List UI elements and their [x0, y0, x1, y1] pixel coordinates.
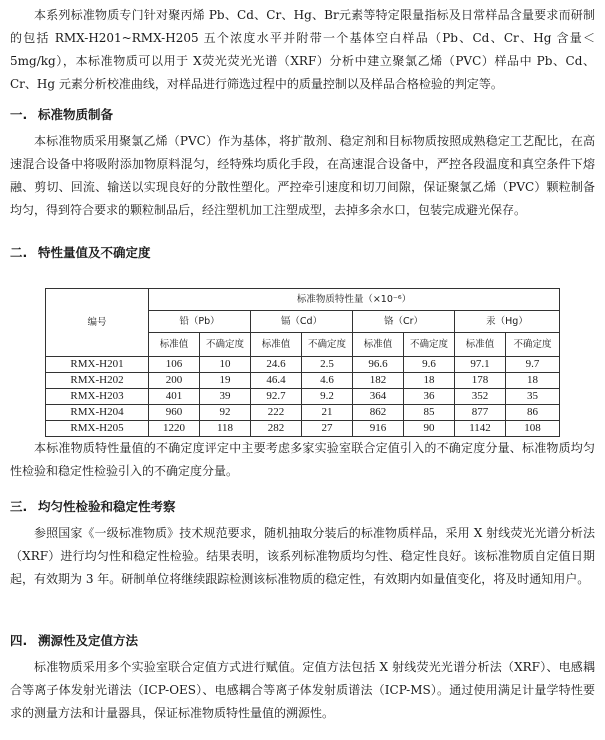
standard-value-cell: 352 [455, 389, 506, 405]
sub-header-value: 标准值 [455, 333, 506, 357]
uncertainty-cell: 18 [404, 373, 455, 389]
sub-header-uncertainty: 不确定度 [506, 333, 560, 357]
element-header-pb: 铅（Pb） [149, 311, 251, 333]
uncertainty-cell: 19 [200, 373, 251, 389]
section-3-paragraph: 参照国家《一级标准物质》技术规范要求，随机抽取分装后的标准物质样品，采用 X 射线荧光光谱分析法（XRF）进行均匀性和稳定性检验。结果表明，该系列标准物质均匀性、稳定性良好。该标准物质自定值日期起，有效期为 3 年。研制单位将继续跟踪检测该标准物质的稳定性，有效期内如量值变化，将及时通知用户。 [10, 526, 595, 586]
standard-value-cell: 364 [353, 389, 404, 405]
standard-value-cell: 106 [149, 357, 200, 373]
sub-header-value: 标准值 [353, 333, 404, 357]
table-row [46, 405, 560, 421]
uncertainty-cell: 35 [506, 389, 560, 405]
uncertainty-cell: 21 [302, 405, 353, 421]
uncertainty-cell: 4.6 [302, 373, 353, 389]
standard-value-cell: 916 [353, 421, 404, 437]
id-column-header: 编号 [46, 289, 149, 357]
row-id-cell: RMX-H202 [46, 373, 149, 389]
standard-value-cell: 46.4 [251, 373, 302, 389]
standard-value-cell: 182 [353, 373, 404, 389]
element-header-hg: 汞（Hg） [455, 311, 560, 333]
standard-value-cell: 1142 [455, 421, 506, 437]
standard-value-cell: 877 [455, 405, 506, 421]
section-heading-4 [10, 630, 595, 652]
section-number: 四. [10, 633, 28, 648]
element-header-cr: 铬（Cr） [353, 311, 455, 333]
uncertainty-cell: 27 [302, 421, 353, 437]
sub-header-value: 标准值 [149, 333, 200, 357]
group-header: 标准物质特性量（×10⁻⁶） [149, 289, 560, 311]
uncertainty-cell: 10 [200, 357, 251, 373]
uncertainty-cell: 2.5 [302, 357, 353, 373]
section-1-paragraph: 本标准物质采用聚氯乙烯（PVC）作为基体，将扩散剂、稳定剂和目标物质按照成熟稳定工艺配比，在高速混合设备中将吸附添加物原料混匀，经特殊均质化手段，在高速混合设备中，严控各段温度和真空条件下熔融、剪切、回流、输送以实现良好的分散性塑化。严控牵引速度和切刀间隙，保证聚氯乙烯（PVC）颗粒制备均匀，得到符合要求的颗粒制品后，经注塑机加工注塑成型，去掉多余水口，包装完成避光保存。 [10, 134, 595, 217]
standard-value-cell: 97.1 [455, 357, 506, 373]
uncertainty-cell: 18 [506, 373, 560, 389]
uncertainty-cell: 9.6 [404, 357, 455, 373]
element-header-cd: 镉（Cd） [251, 311, 353, 333]
standard-value-cell: 282 [251, 421, 302, 437]
section-number: 三. [10, 499, 28, 514]
standard-value-cell: 960 [149, 405, 200, 421]
standard-value-cell: 96.6 [353, 357, 404, 373]
uncertainty-cell: 9.2 [302, 389, 353, 405]
uncertainty-cell: 36 [404, 389, 455, 405]
uncertainty-cell: 9.7 [506, 357, 560, 373]
table-body [46, 357, 560, 437]
row-id-cell: RMX-H204 [46, 405, 149, 421]
sub-header-uncertainty: 不确定度 [302, 333, 353, 357]
standard-value-cell: 222 [251, 405, 302, 421]
row-id-cell: RMX-H205 [46, 421, 149, 437]
section-number: 一. [10, 107, 28, 122]
standard-value-cell: 92.7 [251, 389, 302, 405]
uncertainty-cell: 85 [404, 405, 455, 421]
sub-header-value: 标准值 [251, 333, 302, 357]
table-row [46, 373, 560, 389]
section-title: 特性量值及不确定度 [38, 245, 151, 260]
section-4-paragraph: 标准物质采用多个实验室联合定值方式进行赋值。定值方法包括 X 射线荧光光谱分析法（XRF）、电感耦合等离子体发射光谱法（ICP-OES）、电感耦合等离子体发射质谱法（ICP-MS）。通过使用满足计量学特性要求的测量方法和计量器具，保证标准物质特性量值的溯源性。 [10, 660, 595, 720]
section-heading-3 [10, 496, 595, 518]
section-heading-1 [10, 104, 595, 126]
standard-value-cell: 862 [353, 405, 404, 421]
standard-value-cell: 24.6 [251, 357, 302, 373]
section-title: 标准物质制备 [38, 107, 114, 122]
standard-value-cell: 1220 [149, 421, 200, 437]
section-title: 溯源性及定值方法 [38, 633, 139, 648]
table-row [46, 389, 560, 405]
table-row [46, 421, 560, 437]
section-heading-2 [10, 242, 595, 264]
section-2-paragraph: 本标准物质特性量值的不确定度评定中主要考虑多家实验室联合定值引入的不确定度分量、标准物质均匀性检验和稳定性检验引入的不确定度分量。 [10, 441, 595, 478]
section-number: 二. [10, 245, 28, 260]
uncertainty-cell: 118 [200, 421, 251, 437]
uncertainty-cell: 86 [506, 405, 560, 421]
uncertainty-cell: 108 [506, 421, 560, 437]
standard-value-cell: 178 [455, 373, 506, 389]
uncertainty-cell: 39 [200, 389, 251, 405]
uncertainty-cell: 90 [404, 421, 455, 437]
table-row [46, 357, 560, 373]
sub-header-uncertainty: 不确定度 [404, 333, 455, 357]
sub-header-uncertainty: 不确定度 [200, 333, 251, 357]
intro-paragraph: 本系列标准物质专门针对聚丙烯 Pb、Cd、Cr、Hg、Br元素等特定限量指标及日常样品含量要求而研制的包括 RMX-H201~RMX-H205 五个浓度水平并附带一个基体空白样品（Pb、Cd、Cr、Hg 含量＜5mg/kg），本标准物质可以用于 X荧光荧光光谱（XRF）分析中建立聚氯乙烯（PVC）样品中 Pb、Cd、Cr、Hg 元素分析校准曲线，对样品进行筛选过程中的质量控制以及样品合格检验的判定等。 [10, 8, 595, 91]
properties-table [45, 288, 560, 437]
uncertainty-cell: 92 [200, 405, 251, 421]
standard-value-cell: 401 [149, 389, 200, 405]
row-id-cell: RMX-H203 [46, 389, 149, 405]
row-id-cell: RMX-H201 [46, 357, 149, 373]
standard-value-cell: 200 [149, 373, 200, 389]
section-title: 均匀性检验和稳定性考察 [38, 499, 176, 514]
